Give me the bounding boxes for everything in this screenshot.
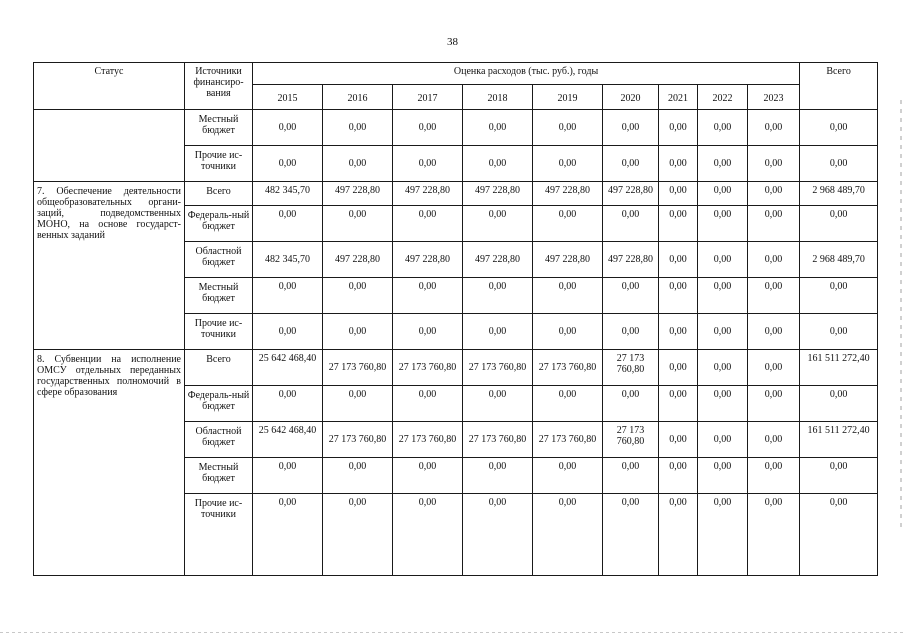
value-cell: 0,00 <box>533 206 603 242</box>
value-cell: 27 173 760,80 <box>603 350 659 386</box>
source-cell: Местный бюджет <box>185 110 253 146</box>
value-cell: 0,00 <box>323 386 393 422</box>
value-cell: 0,00 <box>748 458 800 494</box>
value-cell: 0,00 <box>323 146 393 182</box>
year-header: 2017 <box>393 85 463 110</box>
year-header: 2016 <box>323 85 393 110</box>
value-cell: 0,00 <box>603 146 659 182</box>
scan-artifact-line <box>0 632 905 633</box>
value-cell: 0,00 <box>463 494 533 576</box>
value-cell: 0,00 <box>603 458 659 494</box>
value-cell: 0,00 <box>659 422 698 458</box>
header-estimate: Оценка расходов (тыс. руб.), годы <box>253 63 800 85</box>
value-cell: 0,00 <box>253 314 323 350</box>
value-cell: 0,00 <box>659 314 698 350</box>
value-cell: 0,00 <box>748 146 800 182</box>
value-cell: 0,00 <box>323 206 393 242</box>
value-cell: 0,00 <box>659 386 698 422</box>
value-cell: 482 345,70 <box>253 182 323 206</box>
value-cell: 0,00 <box>748 314 800 350</box>
total-cell: 0,00 <box>800 146 878 182</box>
value-cell: 0,00 <box>659 206 698 242</box>
status-cell: 7. Обеспечение деятельности общеобразовательных органи-заций, подведомственных МОНО, на основе государст-венных заданий <box>34 182 185 350</box>
value-cell: 0,00 <box>698 278 748 314</box>
value-cell: 0,00 <box>323 110 393 146</box>
year-header: 2023 <box>748 85 800 110</box>
value-cell: 0,00 <box>463 110 533 146</box>
value-cell: 0,00 <box>659 182 698 206</box>
table-row <box>34 182 878 206</box>
total-cell: 0,00 <box>800 458 878 494</box>
value-cell: 0,00 <box>533 278 603 314</box>
year-header: 2022 <box>698 85 748 110</box>
value-cell: 0,00 <box>253 146 323 182</box>
source-cell: Федераль-ный бюджет <box>185 386 253 422</box>
year-header: 2015 <box>253 85 323 110</box>
value-cell: 0,00 <box>393 206 463 242</box>
value-cell: 0,00 <box>698 110 748 146</box>
source-cell: Прочие ис-точники <box>185 146 253 182</box>
value-cell: 0,00 <box>533 494 603 576</box>
value-cell: 0,00 <box>393 386 463 422</box>
value-cell: 0,00 <box>393 314 463 350</box>
value-cell: 25 642 468,40 <box>253 350 323 386</box>
value-cell: 0,00 <box>603 278 659 314</box>
value-cell: 0,00 <box>698 206 748 242</box>
source-cell: Местный бюджет <box>185 278 253 314</box>
value-cell: 497 228,80 <box>393 182 463 206</box>
value-cell: 0,00 <box>323 494 393 576</box>
value-cell: 0,00 <box>698 314 748 350</box>
value-cell: 0,00 <box>603 494 659 576</box>
status-cell: 8. Субвенции на исполнение ОМСУ отдельных переданных государственных полномочий в сфере образования <box>34 350 185 576</box>
value-cell: 497 228,80 <box>323 182 393 206</box>
value-cell: 0,00 <box>748 494 800 576</box>
source-cell: Прочие ис-точники <box>185 494 253 576</box>
total-cell: 0,00 <box>800 386 878 422</box>
value-cell: 0,00 <box>253 386 323 422</box>
value-cell: 0,00 <box>393 278 463 314</box>
scan-artifact-edge <box>900 100 902 530</box>
value-cell: 0,00 <box>748 110 800 146</box>
value-cell: 25 642 468,40 <box>253 422 323 458</box>
value-cell: 0,00 <box>253 206 323 242</box>
value-cell: 0,00 <box>659 494 698 576</box>
value-cell: 0,00 <box>698 242 748 278</box>
page-number: 38 <box>447 36 458 48</box>
value-cell: 0,00 <box>698 350 748 386</box>
value-cell: 497 228,80 <box>323 242 393 278</box>
value-cell: 0,00 <box>698 422 748 458</box>
total-cell: 0,00 <box>800 110 878 146</box>
year-header: 2019 <box>533 85 603 110</box>
value-cell: 497 228,80 <box>533 242 603 278</box>
value-cell: 0,00 <box>659 458 698 494</box>
total-cell: 0,00 <box>800 314 878 350</box>
value-cell: 0,00 <box>533 146 603 182</box>
value-cell: 0,00 <box>323 458 393 494</box>
status-cell <box>34 110 185 182</box>
year-header: 2018 <box>463 85 533 110</box>
source-cell: Всего <box>185 182 253 206</box>
source-cell: Всего <box>185 350 253 386</box>
total-cell: 0,00 <box>800 494 878 576</box>
source-cell: Местный бюджет <box>185 458 253 494</box>
year-header: 2020 <box>603 85 659 110</box>
value-cell: 0,00 <box>463 146 533 182</box>
value-cell: 0,00 <box>533 458 603 494</box>
value-cell: 0,00 <box>748 422 800 458</box>
value-cell: 0,00 <box>698 146 748 182</box>
header-status: Статус <box>34 63 185 110</box>
value-cell: 0,00 <box>603 110 659 146</box>
value-cell: 0,00 <box>698 494 748 576</box>
value-cell: 497 228,80 <box>463 242 533 278</box>
total-cell: 0,00 <box>800 278 878 314</box>
value-cell: 0,00 <box>393 458 463 494</box>
value-cell: 0,00 <box>659 350 698 386</box>
value-cell: 27 173 760,80 <box>603 422 659 458</box>
value-cell: 0,00 <box>603 206 659 242</box>
value-cell: 0,00 <box>463 206 533 242</box>
value-cell: 482 345,70 <box>253 242 323 278</box>
value-cell: 0,00 <box>533 110 603 146</box>
value-cell: 497 228,80 <box>603 242 659 278</box>
value-cell: 0,00 <box>748 278 800 314</box>
value-cell: 0,00 <box>253 494 323 576</box>
header-sources: Источники финансиро-вания <box>185 63 253 110</box>
value-cell: 0,00 <box>463 458 533 494</box>
value-cell: 0,00 <box>393 146 463 182</box>
value-cell: 27 173 760,80 <box>393 422 463 458</box>
total-cell: 161 511 272,40 <box>800 350 878 386</box>
value-cell: 0,00 <box>698 182 748 206</box>
value-cell: 0,00 <box>393 110 463 146</box>
value-cell: 27 173 760,80 <box>323 350 393 386</box>
value-cell: 27 173 760,80 <box>463 350 533 386</box>
value-cell: 0,00 <box>253 110 323 146</box>
value-cell: 497 228,80 <box>533 182 603 206</box>
value-cell: 0,00 <box>393 494 463 576</box>
value-cell: 0,00 <box>748 242 800 278</box>
value-cell: 0,00 <box>698 386 748 422</box>
table-row <box>34 350 878 386</box>
total-cell: 2 968 489,70 <box>800 182 878 206</box>
value-cell: 0,00 <box>253 458 323 494</box>
value-cell: 0,00 <box>603 386 659 422</box>
value-cell: 0,00 <box>659 146 698 182</box>
value-cell: 0,00 <box>698 458 748 494</box>
value-cell: 0,00 <box>253 278 323 314</box>
value-cell: 0,00 <box>748 386 800 422</box>
value-cell: 497 228,80 <box>463 182 533 206</box>
value-cell: 27 173 760,80 <box>463 422 533 458</box>
source-cell: Областной бюджет <box>185 242 253 278</box>
value-cell: 0,00 <box>659 278 698 314</box>
value-cell: 0,00 <box>323 314 393 350</box>
year-header: 2021 <box>659 85 698 110</box>
value-cell: 0,00 <box>533 386 603 422</box>
value-cell: 497 228,80 <box>603 182 659 206</box>
value-cell: 27 173 760,80 <box>323 422 393 458</box>
value-cell: 0,00 <box>748 350 800 386</box>
total-cell: 0,00 <box>800 206 878 242</box>
budget-table <box>33 62 878 576</box>
table-row <box>34 110 878 146</box>
value-cell: 0,00 <box>533 314 603 350</box>
value-cell: 0,00 <box>463 386 533 422</box>
value-cell: 497 228,80 <box>393 242 463 278</box>
source-cell: Областной бюджет <box>185 422 253 458</box>
value-cell: 27 173 760,80 <box>393 350 463 386</box>
value-cell: 0,00 <box>323 278 393 314</box>
source-cell: Федераль-ный бюджет <box>185 206 253 242</box>
value-cell: 0,00 <box>603 314 659 350</box>
total-cell: 161 511 272,40 <box>800 422 878 458</box>
source-cell: Прочие ис-точники <box>185 314 253 350</box>
value-cell: 27 173 760,80 <box>533 350 603 386</box>
value-cell: 0,00 <box>463 278 533 314</box>
value-cell: 27 173 760,80 <box>533 422 603 458</box>
total-cell: 2 968 489,70 <box>800 242 878 278</box>
value-cell: 0,00 <box>659 110 698 146</box>
header-total: Всего <box>800 63 878 110</box>
value-cell: 0,00 <box>463 314 533 350</box>
value-cell: 0,00 <box>748 182 800 206</box>
value-cell: 0,00 <box>659 242 698 278</box>
value-cell: 0,00 <box>748 206 800 242</box>
